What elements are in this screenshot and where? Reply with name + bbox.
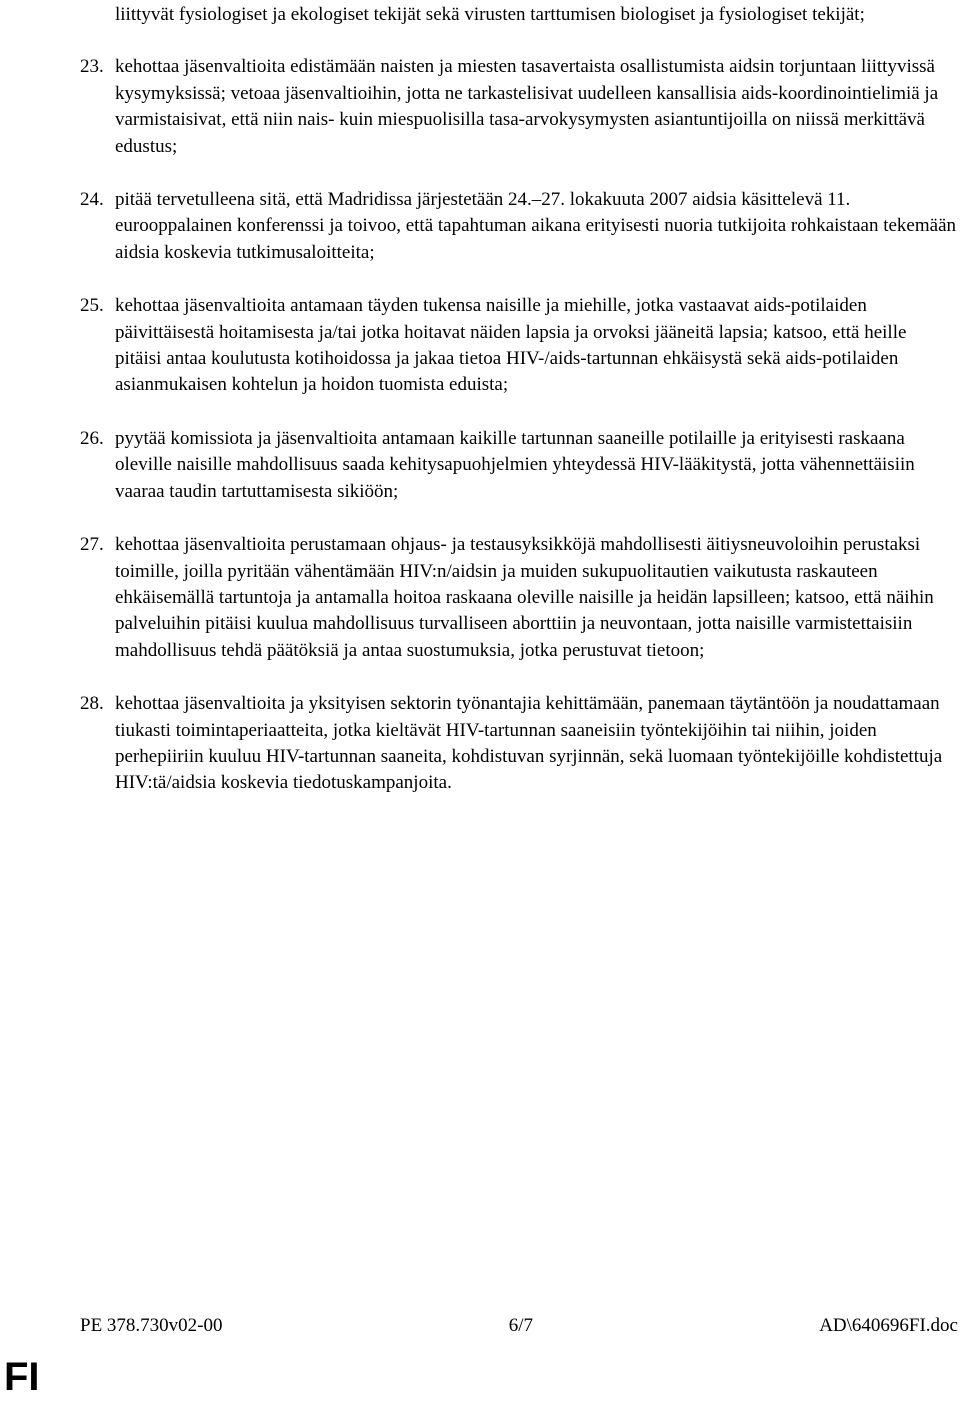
document-body xyxy=(80,2,956,797)
item-text: kehottaa jäsenvaltioita ja yksityisen sektorin työnantajia kehittämään, panemaan täytäntöön ja noudattamaan tiukasti toimintaperiaatteita, jotka kieltävät HIV-tartunnan saaneisiin työntekijöihin tai niihin, joiden perhepiiriin kuuluu HIV-tartunnan saaneita, kohdistuvan syrjinnän, sekä luomaan työntekijöille kohdistettuja HIV:tä/aidsia koskevia tiedotuskampanjoita. xyxy=(115,693,943,794)
item-text: kehottaa jäsenvaltioita antamaan täyden tukensa naisille ja miehille, jotka vastaavat aids-potilaiden päivittäisestä hoitamisesta ja/tai jotka hoitavat näiden lapsia ja orvoksi jääneitä lapsia; katsoo, että heille pitäisi antaa koulutusta kotihoidossa ja jakaa tietoa HIV-/aids-tartunnan ehkäisystä sekä aids-potilaiden asianmukaisen kohtelun ja hoidon tuomista eduista; xyxy=(115,295,907,396)
list-item xyxy=(80,691,956,797)
list-item xyxy=(80,426,956,505)
item-text: kehottaa jäsenvaltioita edistämään naisten ja miesten tasavertaista osallistumista aidsin torjuntaan liittyvissä kysymyksissä; vetoaa jäsenvaltioihin, jotta ne tarkastelisivat uudelleen kansallisia aids-koordinointielimiä ja varmistaisivat, että niin nais- kuin miespuolisilla tasa-arvokysymysten asiantuntijoilla on niissä merkittävä edustus; xyxy=(115,56,939,157)
item-text: kehottaa jäsenvaltioita perustamaan ohjaus- ja testausyksikköjä mahdollisesti äitiysneuvoloihin perustaksi toimille, joilla pyritään vähentämään HIV:n/aidsin ja muiden sukupuolitautien vaikutusta raskauteen ehkäisemällä tartuntoja ja antamalla hoitoa raskaana oleville naisille ja heidän lapsilleen; katsoo, että näihin palveluihin pitäisi kuulua mahdollisuus turvalliseen aborttiin ja neuvontaan, jotta naisille varmistettaisiin mahdollisuus tehdä päätöksiä ja antaa suostumuksia, jotka perustuvat tietoon; xyxy=(115,534,934,661)
page-number: 6/7 xyxy=(508,1315,533,1336)
document-reference: PE 378.730v02-00 xyxy=(80,1315,223,1336)
item-number: 23. xyxy=(80,56,104,78)
item-number: 27. xyxy=(80,534,104,556)
list-item xyxy=(80,54,956,160)
item-number: 25. xyxy=(80,295,104,317)
list-item xyxy=(80,293,956,399)
page-footer xyxy=(80,1314,958,1338)
item-number: 24. xyxy=(80,189,104,211)
list-item xyxy=(80,532,956,664)
file-name: AD\640696FI.doc xyxy=(819,1315,958,1336)
list-item xyxy=(80,187,956,266)
item-number: 28. xyxy=(80,693,104,715)
item-number: 26. xyxy=(80,427,104,449)
intro-paragraph: liittyvät fysiologiset ja ekologiset tekijät sekä virusten tarttumisen biologiset ja fysiologiset tekijät; xyxy=(115,4,865,25)
item-text: pitää tervetulleena sitä, että Madridissa järjestetään 24.–27. lokakuuta 2007 aidsia käsittelevä 11. eurooppalainen konferenssi ja toivoo, että tapahtuman aikana erityisesti nuoria tutkijoita rohkaistaan tekemään aidsia koskevia tutkimusaloitteita; xyxy=(115,189,957,263)
item-text: pyytää komissiota ja jäsenvaltioita antamaan kaikille tartunnan saaneille potilaille ja erityisesti raskaana oleville naisille mahdollisuus saada kehitysapuohjelmien yhteydessä HIV-lääkitystä, jotta vähennettäisiin vaaraa taudin tartuttamisesta sikiöön; xyxy=(115,427,915,502)
language-code: FI xyxy=(4,1355,40,1399)
